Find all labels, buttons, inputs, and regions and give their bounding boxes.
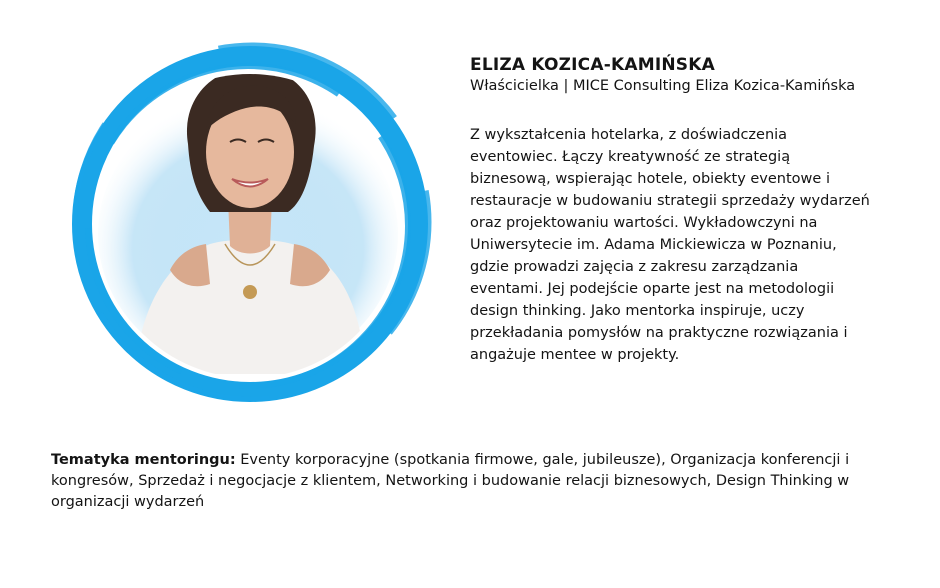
mentoring-topics-text: Eventy korporacyjne (spotkania firmowe, gale, jubileusze), Organizacja konferencji i kongresów, Sprzedaż i negocjacje z klientem, Networking i budowanie relacji biznesowych, Design Thinking w organizacji wydarzeń [51,452,850,510]
portrait-frame [60,34,436,410]
mentor-bio: Z wykształcenia hotelarka, z doświadczenia eventowiec. Łączy kreatywność ze strategią biznesową, wspierając hotele, obiekty eventowe i restauracje w budowaniu strategii sprzedaży wydarzeń oraz projektowaniu wartości. Wykładowczyni na Uniwersytecie im. Adama Mickiewicza w Poznaniu, gdzie prowadzi zajęcia z zakresu zarządzania eventami. Jej podejście oparte jest na metodologii design thinking. Jako mentorka inspiruje, uczy przekładania pomysłów na praktyczne rozwiązania i angażuje mentee w projekty. [470,127,870,363]
mentoring-topics [51,450,901,513]
mentor-name: ELIZA KOZICA-KAMIŃSKA [470,55,715,75]
mentor-role: Właścicielka | MICE Consulting Eliza Kozica-Kamińska [470,78,856,94]
pendant [243,285,257,299]
mentoring-topics-label: Tematyka mentoringu: [51,452,236,468]
portrait-photo [60,34,436,410]
